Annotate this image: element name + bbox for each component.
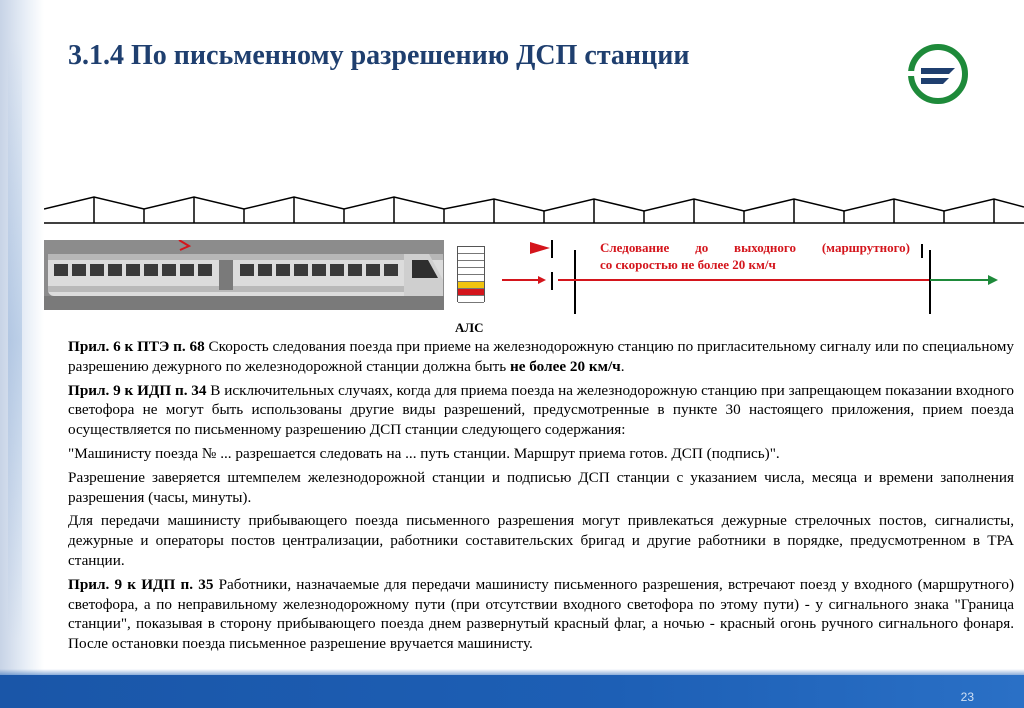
body-text <box>68 337 1014 658</box>
route-caption <box>600 239 910 273</box>
train-image <box>44 240 444 310</box>
paragraph: "Машинисту поезда № ... разрешается следовать на ... путь станции. Маршрут приема готов. ДСП (подпись)". <box>68 444 780 462</box>
alc-signal-indicator <box>457 246 485 302</box>
paragraph: Прил. 9 к ИДП п. 35 Работники, назначаемые для передачи машинисту письменного разрешения, встречают поезд у входного (маршрутного) светофора, а по неправильному железнодорожному пути (при отсутствии входного светофора по этому пути) - у сигнального знака "Граница станции", показывая в сторону прибывающего поезда днем развернутый красный флаг, а ночью - красный огонь ручного сигнального фонаря. После остановки поезда письменное разрешение вручается машинисту. <box>68 575 1015 653</box>
rzd-logo-icon <box>903 44 973 104</box>
route-caption-line1: Следование до выходного (маршрутного) <box>600 240 910 255</box>
paragraph: Для передачи машинисту прибывающего поезда письменного разрешения могут привлекаться дежурные стрелочных постов, сигналисты, дежурные и операторы постов централизации, работники составительских бригад и другие работники в порядке, предусмотренном в ТРА станции. <box>68 512 1014 569</box>
slide-title: 3.1.4 По письменному разрешению ДСП станции <box>68 40 690 71</box>
route-caption-line2: со скоростью не более 20 км/ч <box>600 257 776 272</box>
footer-bar <box>0 675 1024 708</box>
alc-label: АЛС <box>455 320 484 335</box>
page-number: 23 <box>960 690 974 704</box>
paragraph: Прил. 9 к ИДП п. 34 В исключительных случаях, когда для приема поезда на железнодорожную станцию при запрещающем показании входного светофора не могут быть использованы другие виды разрешений, предусмотренные в пункте 30 настоящего приложения, прием поезда осуществляется по письменному разрешению ДСП станции следующего содержания: <box>68 381 1014 439</box>
left-decor-stripe <box>0 0 44 708</box>
paragraph: Прил. 6 к ПТЭ п. 68 Скорость следования поезда при приеме на железнодорожную станцию по пригласительному сигналу или по специальному разрешению дежурного по железнодорожной станции должна быть не более 20 км/ч. <box>68 338 1014 375</box>
paragraph: Разрешение заверяется штемпелем железнодорожной станции и подписью ДСП станции с указанием числа, месяца и времени заполнения разрешения (часы, минуты). <box>68 468 1014 506</box>
